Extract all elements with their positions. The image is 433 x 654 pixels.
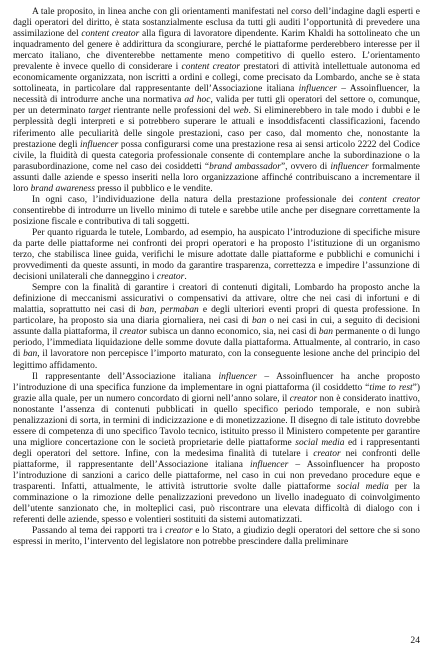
text-run: ed i rappresentanti degli operatori del settore. Infine, con la medesima finalità di tutelare i <box>13 437 420 459</box>
text-run: consentirebbe di introdurre un livello minimo di tutele e sarebbe utile anche per disegnare correttamente la posizione fiscale e contributiva di tali soggetti. <box>13 205 420 227</box>
italic-term: content creator <box>181 62 241 73</box>
italic-term: creator <box>289 393 318 404</box>
text-run: , <box>154 305 161 316</box>
italic-term: influencer <box>218 371 257 382</box>
italic-term: ban <box>318 327 333 338</box>
italic-term: creator <box>165 526 193 537</box>
text-run: prestatori di attività intellettuale autonoma ed economicamente organizzata, non iscritti a ordini e collegi, come precisato da Lombardo, anche se è stata sottolineata, in particolare dal rappresentante dell’Associazione italiana <box>13 62 421 95</box>
paragraph-2 <box>13 195 420 228</box>
italic-term: target <box>88 106 111 117</box>
italic-term: web <box>233 106 249 117</box>
text-run: permanente o di lungo periodo, l’immediata liquidazione delle somme dovute dalla piattaforma. Attualmente, al contrario, in caso di <box>13 327 420 360</box>
text-run: e lo Stato, a giudizio degli operatori del settore che si sono espressi in merito, l’intervento del legislatore non potrebbe prescindere dalla preliminare <box>13 526 421 548</box>
text-run: rientrante nelle professioni del <box>110 106 234 117</box>
italic-term: social media <box>336 482 389 493</box>
italic-term: ban <box>252 316 267 327</box>
text-run: . <box>184 272 187 283</box>
page-number: 24 <box>410 634 420 646</box>
italic-term: creator <box>119 327 148 338</box>
text-run: nei confronti delle piattaforme, il rappresentante dell’Associazione italiana <box>13 448 420 470</box>
text-run: e degli ulteriori eventi propri di questa professione. In particolare, ha proposto sia una diaria giornaliera, nei casi di <box>13 305 420 327</box>
italic-term: creator <box>156 272 185 283</box>
italic-term: creator <box>313 448 341 459</box>
text-run: ”, ovvero di <box>280 161 331 172</box>
italic-term: content creator <box>81 29 140 40</box>
text-run: subisca un danno economico, sia, nei casi di <box>147 327 319 338</box>
text-run: – Assoinfluencer ha proposto l’introduzione di sanzioni a carico delle piattaforme, nel caso in cui non prevedano procedure eque e trasparenti. Infatti, attualmente, le attività istruttorie svolte dalle piattaforme <box>13 459 420 493</box>
italic-term: brand ambassador <box>209 161 281 172</box>
body-text <box>13 7 420 548</box>
text-run: presso il pubblico e le vendite. <box>94 183 213 194</box>
italic-term: ban <box>139 305 155 316</box>
text-run: possa configurarsi come una prestazione resa ai sensi articolo 2222 del Codice civile, la fluidità di questa categoria professionale consente di contemplare anche la subordinazione o la parasubordinazione, come nel caso dei cosiddetti “ <box>13 139 420 172</box>
italic-term: ban <box>23 349 38 360</box>
italic-term: influencer <box>250 459 289 470</box>
text-run: formalmente assunti dalle aziende e spesso inseriti nella loro organizzazione affinché contribuiscano a incrementare il loro <box>13 161 420 194</box>
text-run: alla figura di lavoratore dipendente. Karim Khaldi ha sottolineato che un inquadramento del genere è addirittura da scongiurare, perché le piattaforme perderebbero interesse per il mercato italiano, che diventerebbe nettamente meno competitivo di quello estero. L’orientamento prevalente è invece quello di considerare i <box>13 29 420 73</box>
italic-term: social media <box>295 437 345 448</box>
italic-term: time to rest <box>369 382 413 393</box>
italic-term: brand awareness <box>30 183 95 194</box>
text-run: per la comminazione o la rimozione delle penalizzazioni prevedono un livello inadeguato di coinvolgimento dell’utente sanzionato che, in molteplici casi, può riscontrare una elevata difficoltà di dialogo con i referenti delle aziende, spesso e volentieri sostituiti da sistemi automatizzati. <box>13 482 420 526</box>
paragraph-6 <box>13 526 420 548</box>
text-run: A tale proposito, in linea anche con gli orientamenti manifestati nel corso dell’indagine dagli esperti e dagli operatori del diritto, è stata sostanzialmente esclusa da tutti gli auditi l’opportunità di prevedere una assimilazione del <box>13 7 420 40</box>
text-run: – Assoinfluencer ha anche proposto l’introduzione di una specifica funzione da implementare in ogni piattaforma (il cosiddetto “ <box>13 371 421 393</box>
paragraph-1 <box>13 7 420 195</box>
text-run: . Si eliminerebbero in tale modo i dubbi e le perplessità degli interpreti e si potrebbero superare le attuali e insoddisfacenti classificazioni, facendo riferimento alle peculiarità delle singole prestazioni, caso per caso, dal momento che, nonostante la prestazione degli <box>13 106 420 150</box>
text-run: – Assoinfluencer, la necessità di introdurre anche una normativa <box>13 84 420 106</box>
text-run: Per quanto riguarda le tutele, Lombardo, ad esempio, ha auspicato l’introduzione di specifiche misure da parte delle piattaforme nei confronti dei propri operatori e ha proposto l’istituzione di un organismo terzo, che stabilisca linee guida, verifichi le misure adottate dalle piattaforme e pubblichi e comunichi i provvedimenti da queste assunti, in modo da garantire trasparenza, correttezza e impedire l’assunzione di decisioni unilaterali che danneggino i <box>13 227 420 283</box>
italic-term: influencer <box>330 161 369 172</box>
text-run: Passando al tema dei rapporti tra i <box>32 526 166 537</box>
paragraph-4 <box>13 283 420 371</box>
paragraph-3 <box>13 228 420 283</box>
text-run: ”) grazie alla quale, per un numero concordato di giorni nell’anno solare, il <box>13 382 420 404</box>
text-run: , il lavoratore non percepisce l’importo maturato, con la conseguente lesione anche del principio del legittimo affidamento. <box>13 349 420 371</box>
italic-term: ad hoc <box>184 95 211 106</box>
text-run: non è considerato inattivo, nonostante l’assenza di contenuti pubblicati in quello specifico periodo temporale, e non subirà penalizzazioni di sorta, in termini di indicizzazione e di monetizzazione. Il disegno di tale istituto dovrebbe essere di competenza di uno specifico Tavolo tecnico, istituito presso il Ministero competente per garantire una migliore concertazione con le società proprietarie delle piattaforme <box>13 393 420 448</box>
italic-term: influencer <box>298 84 337 95</box>
italic-term: influencer <box>80 139 119 150</box>
text-run: Sempre con la finalità di garantire i creatori di contenuti digitali, Lombardo ha proposto anche la definizione di meccanismi assicurativi o compensativi da attivare, oltre che nei casi di infortuni e di malattia, soprattutto nei casi di <box>13 283 420 316</box>
text-run: , valida per tutti gli operatori del settore o, comunque, per un determinato <box>13 95 420 117</box>
paragraph-5 <box>13 372 420 527</box>
text-run: o nei casi in cui, a seguito di decisioni assunte dalla piattaforma, il <box>13 316 421 338</box>
italic-term: content creator <box>359 194 420 205</box>
italic-term: permaban <box>160 305 199 316</box>
text-run: In ogni caso, l’individuazione della natura della prestazione professionale dei <box>32 194 360 205</box>
text-run: Il rappresentante dell’Associazione italiana <box>32 371 219 382</box>
